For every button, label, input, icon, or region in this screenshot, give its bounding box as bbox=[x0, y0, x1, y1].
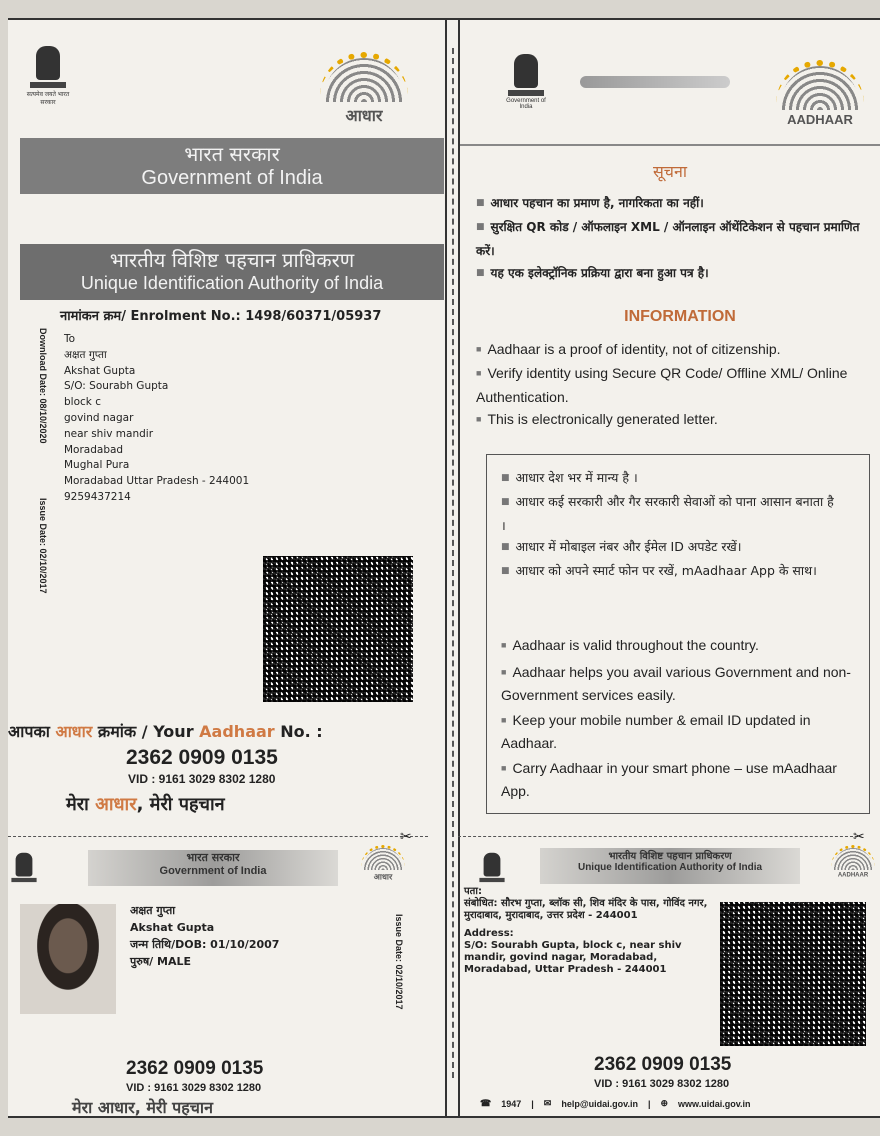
notice-item: ■ आधार पहचान का प्रमाण है, नागरिकता का नहीं। bbox=[476, 192, 872, 216]
card-uidai-band: भारतीय विशिष्ट पहचान प्राधिकरण Unique Identification Authority of India bbox=[540, 848, 800, 884]
address-line: Akshat Gupta bbox=[64, 364, 136, 377]
card-tagline: मेरा आधार, मेरी पहचान bbox=[72, 1098, 213, 1117]
government-band: भारत सरकार Government of India bbox=[20, 138, 444, 194]
address-hindi-label: पता: bbox=[464, 886, 482, 897]
web-icon: ⊕ bbox=[660, 1098, 669, 1108]
box-english-item: ■ Aadhaar helps you avail various Government and non-Government services easily. bbox=[501, 662, 861, 706]
box-english-item: ■ Aadhaar is valid throughout the country. bbox=[501, 635, 861, 658]
address-line: Mughal Pura bbox=[64, 459, 130, 472]
box-english-item: ■ Keep your mobile number & email ID updated in Aadhaar. bbox=[501, 710, 861, 754]
cut-line-vertical bbox=[452, 48, 454, 1078]
aadhaar-logo-icon: AADHAAR bbox=[828, 848, 878, 883]
center-divider-2 bbox=[458, 18, 460, 1118]
cut-line-right bbox=[458, 836, 858, 837]
address-line: 9259437214 bbox=[64, 490, 131, 503]
holder-dob: जन्म तिथि/DOB: 01/10/2007 bbox=[130, 938, 280, 951]
aadhaar-letter bbox=[8, 18, 880, 1118]
card-address bbox=[464, 886, 714, 976]
card-aadhaar-number: 2362 0909 0135 bbox=[126, 1058, 264, 1079]
box-hindi-item: ■ आधार कई सरकारी और गैर सरकारी सेवाओं को पाना आसान बनाता है । bbox=[501, 491, 841, 536]
box-hindi-item: ■ आधार को अपने स्मार्ट फोन पर रखें, mAadhaar App के साथ। bbox=[501, 560, 841, 584]
box-english-list bbox=[501, 635, 861, 802]
top-border bbox=[8, 18, 880, 20]
center-divider bbox=[445, 18, 447, 1118]
address-line: govind nagar bbox=[64, 411, 134, 424]
info-list bbox=[476, 338, 880, 432]
card-back-aadhaar-number: 2362 0909 0135 bbox=[594, 1054, 732, 1075]
qr-code bbox=[263, 556, 413, 702]
card-qr-code bbox=[720, 902, 866, 1046]
download-date: Download Date: 08/10/2020 bbox=[38, 328, 48, 444]
card-vid: VID : 9161 3029 8302 1280 bbox=[126, 1082, 262, 1094]
aadhaar-logo-icon: AADHAAR bbox=[770, 66, 870, 136]
notice-title: सूचना bbox=[652, 162, 687, 181]
card-issue-date: Issue Date: 02/10/2017 bbox=[394, 914, 404, 1010]
address-english: S/O: Sourabh Gupta, block c, near shiv mandir, govind nagar, Moradabad, Moradabad, Uttar Pradesh - 244001 bbox=[464, 940, 682, 975]
card-back-vid: VID : 9161 3029 8302 1280 bbox=[594, 1078, 730, 1090]
header-rule bbox=[460, 144, 880, 146]
holder-name: Akshat Gupta bbox=[130, 921, 215, 934]
notice-item: ■ सुरक्षित QR कोड / ऑफलाइन XML / ऑनलाइन ऑथेंटिकेशन से पहचान प्रमाणित करें। bbox=[476, 216, 872, 262]
footer-web: www.uidai.gov.in bbox=[678, 1098, 751, 1109]
address-line: block c bbox=[64, 396, 101, 409]
box-hindi-item: ■ आधार में मोबाइल नंबर और ईमेल ID अपडेट रखें। bbox=[501, 536, 841, 560]
national-emblem-icon: सत्यमेव जयते भारत सरकार bbox=[26, 46, 70, 104]
issue-date: Issue Date: 02/10/2017 bbox=[38, 498, 48, 594]
uidai-band: भारतीय विशिष्ट पहचान प्राधिकरण Unique Identification Authority of India bbox=[20, 244, 444, 300]
holder-name-hindi: अक्षत गुप्ता bbox=[130, 904, 176, 917]
box-hindi-list bbox=[501, 467, 841, 584]
aadhaar-logo-icon: आधार bbox=[358, 848, 408, 883]
scissors-icon: ✂ bbox=[400, 828, 412, 844]
footer-email: help@uidai.gov.in bbox=[561, 1098, 638, 1109]
national-emblem-icon bbox=[9, 853, 40, 894]
card-holder-details bbox=[130, 902, 279, 970]
footer-phone: 1947 bbox=[501, 1098, 522, 1109]
phone-icon: ☎ bbox=[480, 1098, 492, 1108]
info-item: ■ This is electronically generated letter. bbox=[476, 408, 880, 432]
tagline: मेरा आधार, मेरी पहचान bbox=[66, 794, 225, 815]
holder-gender: पुरुष/ MALE bbox=[130, 955, 192, 968]
info-box bbox=[486, 454, 870, 814]
address-label: Address: bbox=[464, 928, 514, 939]
cut-line-left bbox=[8, 836, 428, 837]
notice-item: ■ यह एक इलेक्ट्रॉनिक प्रक्रिया द्वारा बना हुआ पत्र है। bbox=[476, 262, 872, 286]
box-hindi-item: ■ आधार देश भर में मान्य है । bbox=[501, 467, 841, 491]
box-english-item: ■ Carry Aadhaar in your smart phone – use mAadhaar App. bbox=[501, 758, 861, 802]
address-line: अक्षत गुप्ता bbox=[64, 348, 107, 361]
national-emblem-icon: Government of India bbox=[504, 54, 548, 112]
card-footer: ☎ 1947 | ✉ help@uidai.gov.in | ⊕ www.uidai.gov.in bbox=[480, 1098, 751, 1109]
aadhaar-logo-icon: आधार bbox=[314, 58, 414, 128]
address-line: S/O: Sourabh Gupta bbox=[64, 380, 169, 393]
address-line: near shiv mandir bbox=[64, 427, 154, 440]
info-title: INFORMATION bbox=[624, 308, 736, 325]
your-aadhaar-label: आपका आधार क्रमांक / Your Aadhaar No. : bbox=[8, 722, 323, 741]
address-line: Moradabad bbox=[64, 443, 124, 456]
scissors-icon-right: ✂ bbox=[853, 828, 865, 844]
address-line: Moradabad Uttar Pradesh - 244001 bbox=[64, 475, 250, 488]
info-item: ■ Verify identity using Secure QR Code/ Offline XML/ Online Authentication. bbox=[476, 362, 880, 408]
email-icon: ✉ bbox=[543, 1098, 552, 1108]
address-line: To bbox=[64, 333, 76, 345]
vid-number: VID : 9161 3029 8302 1280 bbox=[128, 772, 276, 786]
aadhaar-number: 2362 0909 0135 bbox=[126, 746, 278, 769]
card-government-band: भारत सरकार Government of India bbox=[88, 850, 338, 886]
enrolment-number: नामांकन क्रम/ Enrolment No.: 1498/60371/05937 bbox=[60, 309, 382, 324]
holder-photo bbox=[20, 904, 116, 1014]
notice-list bbox=[476, 192, 872, 286]
address-hindi: संबोधित: सौरभ गुप्ता, ब्लॉक सी, शिव मंदिर के पास, गोविंद नगर, मुरादाबाद, मुरादाबाद, उत्तर प्रदेश - 244001 bbox=[464, 898, 708, 921]
info-item: ■ Aadhaar is a proof of identity, not of citizenship. bbox=[476, 338, 880, 362]
redacted-strip bbox=[580, 76, 730, 88]
recipient-address bbox=[64, 332, 304, 506]
